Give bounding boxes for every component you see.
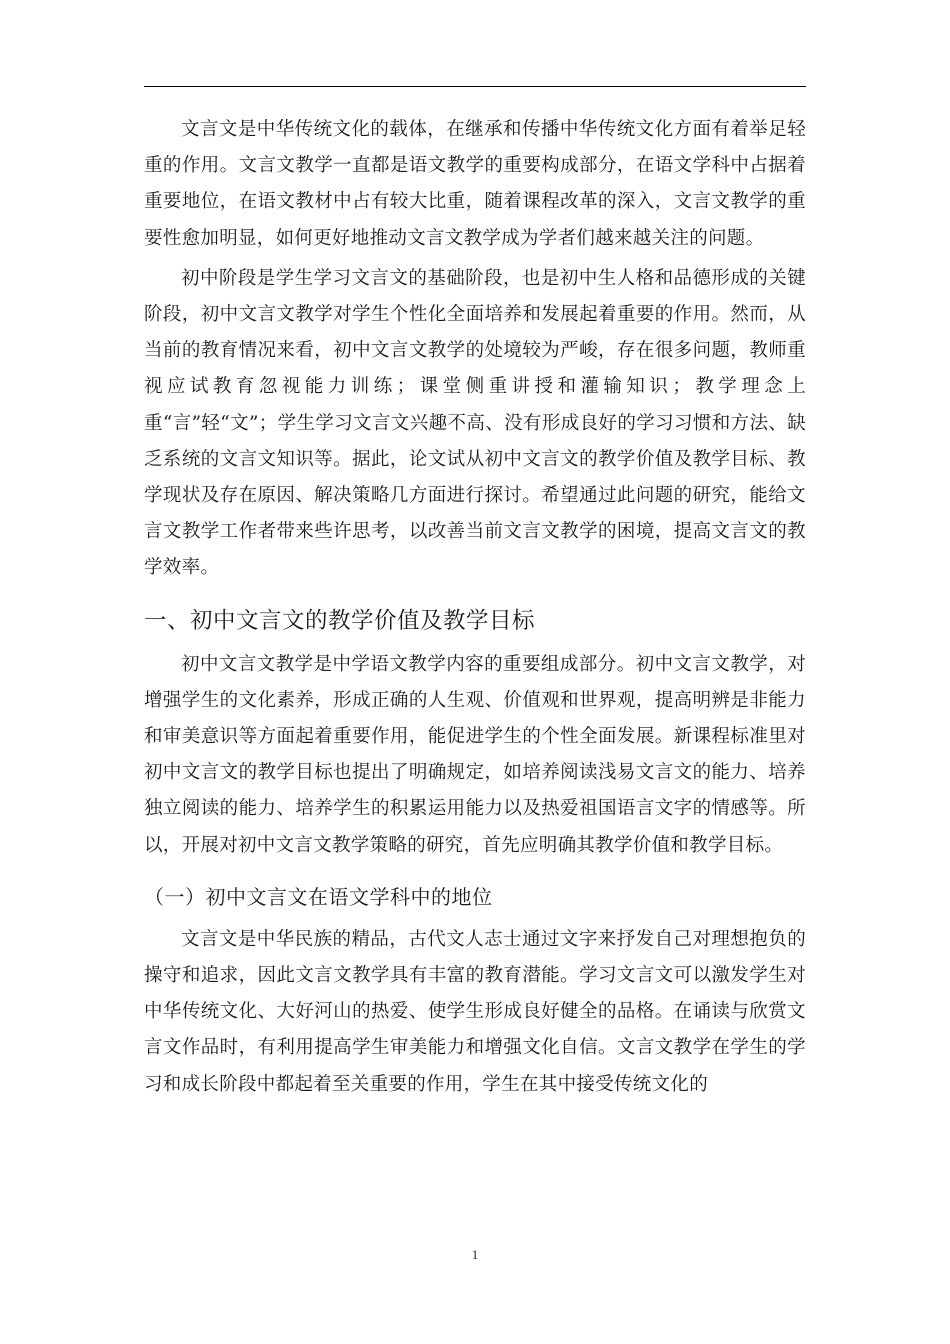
subsection-heading-1: （一）初中文言文在语文学科中的地位 [144,884,493,909]
body-content [144,112,806,1103]
intro-paragraph-2: 初中阶段是学生学习文言文的基础阶段，也是初中生人格和品德形成的关键阶段，初中文言文教学对学生个性化全面培养和发展起着重要的作用。然而，从当前的教育情况来看，初中文言文教学的处境较为严峻，存在很多问题，教师重视应试教育忽视能力训练；课堂侧重讲授和灌输知识；教学理念上重“言”轻“文”；学生学习文言文兴趣不高、没有形成良好的学习习惯和方法、缺乏系统的文言文知识等。据此，论文试从初中文言文的教学价值及教学目标、教学现状及存在原因、解决策略几方面进行探讨。希望通过此问题的研究，能给文言文教学工作者带来些许思考，以改善当前文言文教学的困境，提高文言文的教学效率。 [144,267,806,579]
subsection-1-paragraph: 文言文是中华民族的精品，古代文人志士通过文字来抒发自己对理想抱负的操守和追求，因此文言文教学具有丰富的教育潜能。学习文言文可以激发学生对中华传统文化、大好河山的热爱、使学生形成良好健全的品格。在诵读与欣赏文言文作品时，有利用提高学生审美能力和增强文化自信。文言文教学在学生的学习和成长阶段中都起着至关重要的作用，学生在其中接受传统文化的 [144,928,806,1095]
header-rule [144,86,806,87]
section-1-paragraph: 初中文言文教学是中学语文教学内容的重要组成部分。初中文言文教学，对增强学生的文化素养，形成正确的人生观、价值观和世界观，提高明辨是非能力和审美意识等方面起着重要作用，能促进学生的个性全面发展。新课程标准里对初中文言文的教学目标也提出了明确规定，如培养阅读浅易文言文的能力、培养独立阅读的能力、培养学生的积累运用能力以及热爱祖国语言文字的情感等。所以，开展对初中文言文教学策略的研究，首先应明确其教学价值和教学目标。 [144,653,806,856]
page-number: 1 [471,1247,479,1262]
intro-paragraph-1: 文言文是中华传统文化的载体，在继承和传播中华传统文化方面有着举足轻重的作用。文言文教学一直都是语文教学的重要构成部分，在语文学科中占据着重要地位，在语文教材中占有较大比重，随着课程改革的深入，文言文教学的重要性愈加明显，如何更好地推动文言文教学成为学者们越来越关注的问题。 [144,119,806,249]
section-heading-1: 一、初中文言文的教学价值及教学目标 [144,607,536,634]
